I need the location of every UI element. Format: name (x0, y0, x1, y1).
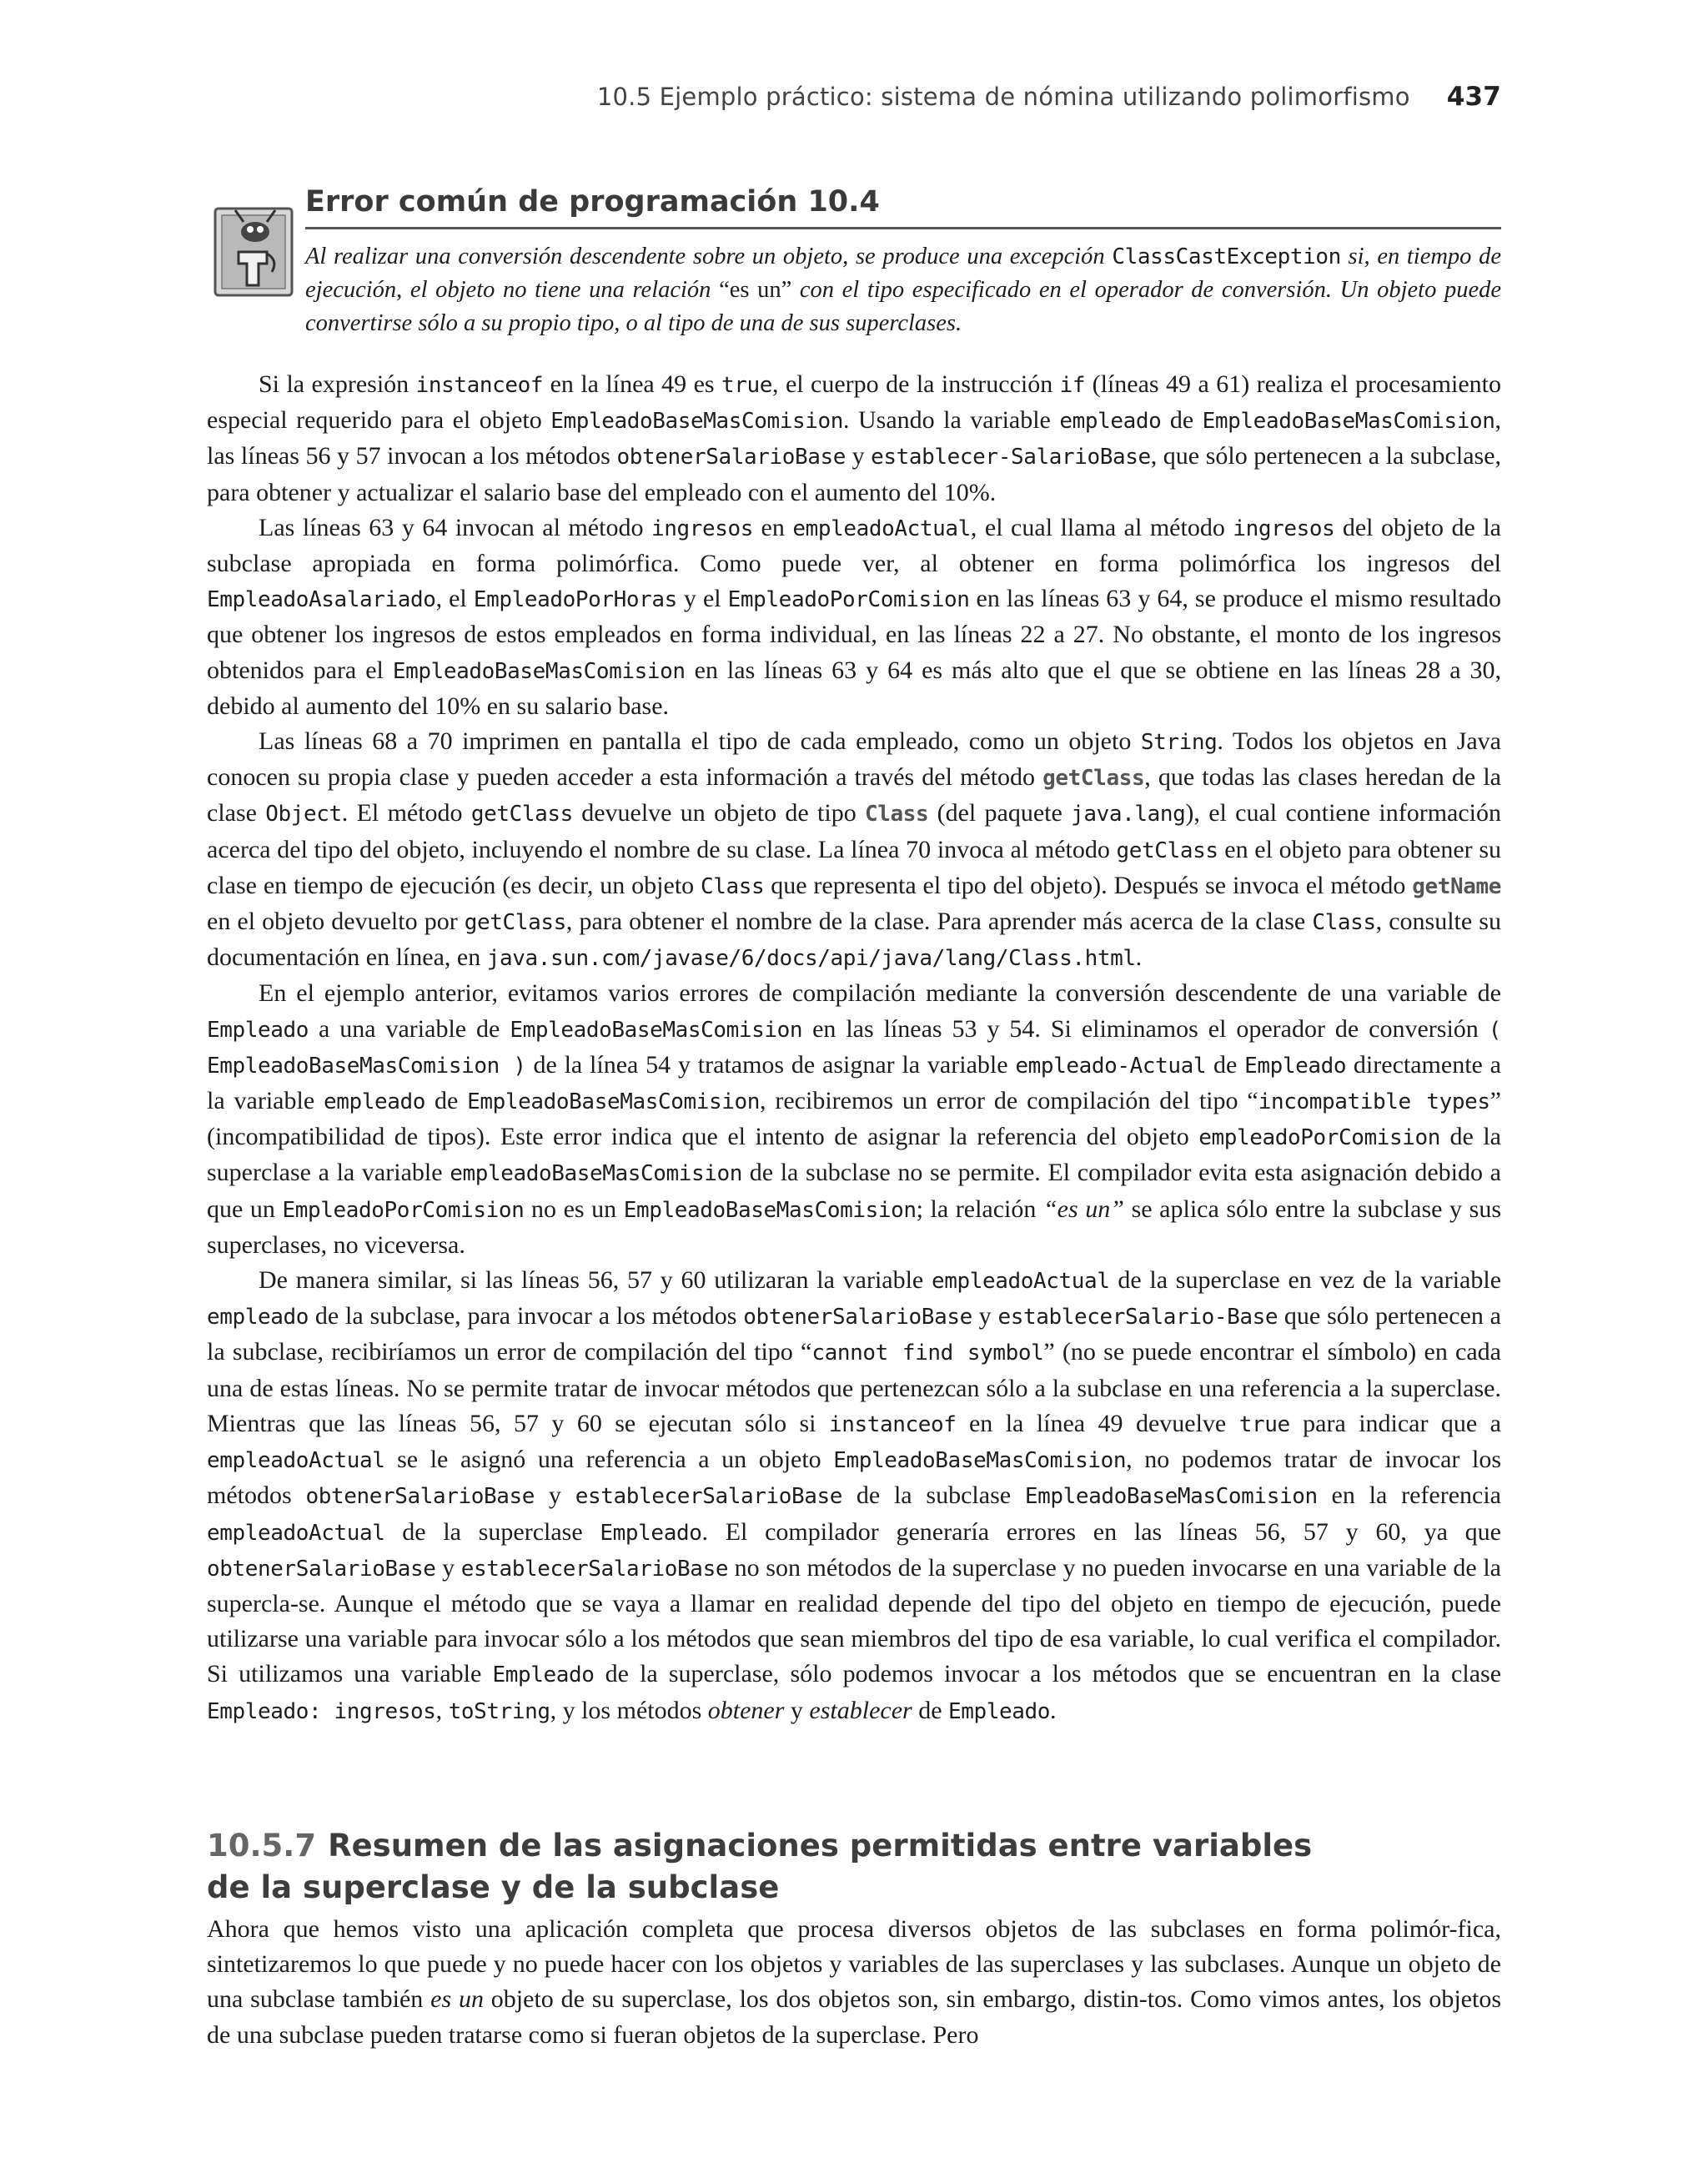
error-title: Error común de programación 10.4 (305, 185, 1501, 229)
code-term: Empleado (948, 1698, 1051, 1724)
code-term: Empleado: ingresos (207, 1698, 436, 1724)
emphasis: “es un” (1043, 1195, 1124, 1223)
paragraph: Las líneas 68 a 70 imprimen en pantalla el tipo de cada empleado, como un objeto String. Todos los objetos en Java conocen su propia clase y pueden acceder a esta información a través del método getClass, que todas las clases heredan de la clase Object. El método getClass devuelve un objeto de tipo Class (del paquete java.lang), el cual contiene información acerca del tipo del objeto, incluyendo el nombre de su clase. La línea 70 invoca al método getClass en el objeto para obtener su clase en tiempo de ejecución (es decir, un objeto Class que representa el tipo del objeto). Después se invoca el método getName en el objeto devuelto por getClass, para obtener el nombre de la clase. Para aprender más acerca de la clase Class, consulte su documentación en línea, en java.sun.com/javase/6/docs/api/java/lang/Class.html. (207, 727, 1502, 972)
code-term-bold: getClass (1042, 766, 1145, 792)
code-term: establecerSalario-Base (997, 1305, 1278, 1330)
code-term: empleadoActual (792, 516, 971, 541)
code-term: Empleado (207, 1017, 309, 1043)
section-title-line2: de la superclase y de la subclase (207, 1869, 780, 1905)
section-heading (207, 1825, 1501, 1909)
code-term: ( EmpleadoBaseMasComision ) (207, 1017, 1501, 1079)
paragraph: Las líneas 63 y 64 invocan al método ingresos en empleadoActual, el cual llama al método ingresos del objeto de la subclase apropiada en forma polimórfica. Como puede ver, al obtener en forma polimórfica los ingresos del EmpleadoAsalariado, el EmpleadoPorHoras y el EmpleadoPorComision en las líneas 63 y 64, se produce el mismo resultado que obtener los ingresos de estos empleados en forma individual, en las líneas 22 a 27. No obstante, el monto de los ingresos obtenidos para el EmpleadoBaseMasComision en las líneas 63 y 64 es más alto que el que se obtiene en las líneas 28 a 30, debido al aumento del 10% en su salario base. (207, 513, 1502, 720)
code-term: incompatible types (1258, 1089, 1490, 1115)
code-term: java.lang (1071, 802, 1186, 827)
code-term: empleado (324, 1089, 426, 1115)
code-term: empleado (207, 1305, 309, 1330)
section-number: 10.5.7 (207, 1828, 317, 1864)
code-term: establecer-SalarioBase (871, 445, 1151, 470)
code-term: ingresos (1233, 516, 1335, 541)
code-term: empleadoActual (932, 1269, 1110, 1295)
code-term: getClass (470, 802, 573, 827)
code-term: EmpleadoBaseMasComision (833, 1448, 1127, 1474)
code-term: empleadoActual (207, 1448, 385, 1474)
code-term: empleado-Actual (1015, 1053, 1207, 1079)
code-term: cannot find symbol (811, 1341, 1044, 1366)
code-term: EmpleadoBaseMasComision (1202, 409, 1495, 435)
code-term: Class (701, 873, 765, 899)
code-term: getClass (464, 910, 566, 936)
code-term: java.sun.com/javase/6/docs/api/java/lang/Class.html (486, 946, 1136, 972)
code-term: Empleado (492, 1662, 595, 1688)
code-term: EmpleadoBaseMasComision (623, 1197, 917, 1223)
code-term: ClassCastException (1112, 244, 1341, 269)
code-term: establecerSalarioBase (460, 1556, 729, 1582)
emphasis: obtener (707, 1696, 785, 1724)
code-term: EmpleadoBaseMasComision (1024, 1484, 1318, 1510)
code-term: empleadoPorComision (1198, 1125, 1441, 1151)
paragraph: De manera similar, si las líneas 56, 57 y 60 utilizaran la variable empleadoActual de la superclase en vez de la variable empleado de la subclase, para invocar a los métodos obtenerSalarioBase y establecerSalario-Base que sólo pertenecen a la subclase, recibiríamos un error de compilación del tipo “cannot find symbol” (no se puede encontrar el símbolo) en cada una de estas líneas. No se permite tratar de invocar métodos que pertenezcan sólo a la subclase en una referencia a la superclase. Mientras que las líneas 56, 57 y 60 se ejecutan sólo si instanceof en la línea 49 devuelve true para indicar que a empleadoActual se le asignó una referencia a un objeto EmpleadoBaseMasComision, no podemos tratar de invocar los métodos obtenerSalarioBase y establecerSalarioBase de la subclase EmpleadoBaseMasComision en la referencia empleadoActual de la superclase Empleado. El compilador generaría errores en las líneas 56, 57 y 60, ya que obtenerSalarioBase y establecerSalarioBase no son métodos de la superclase y no pueden invocarse en una variable de la supercla-se. Aunque el método que se vaya a llamar en realidad depende del tipo del objeto en tiempo de ejecución, puede utilizarse una variable para invocar sólo a los métodos que sean miembros del tipo de esa variable, lo cual verifica el compilador. Si utilizamos una variable Empleado de la superclase, sólo podemos invocar a los métodos que se encuentran en la clase Empleado: ingresos, toString, y los métodos obtener y establecer de Empleado. (207, 1266, 1502, 1724)
code-term-bold: Class (865, 802, 929, 827)
code-term-bold: getName (1412, 873, 1501, 899)
section-10-5-7 (207, 1825, 1501, 2053)
emphasis: establecer (809, 1696, 912, 1724)
code-term: empleadoActual (207, 1520, 385, 1546)
code-term: establecerSalarioBase (575, 1484, 843, 1510)
code-term: EmpleadoAsalariado (207, 587, 436, 613)
code-term: empleadoBaseMasComision (450, 1161, 743, 1187)
code-term: Class (1312, 910, 1376, 936)
code-term: Empleado (600, 1520, 702, 1546)
code-term: Object (265, 802, 342, 827)
running-head (597, 82, 1501, 112)
code-term: true (1238, 1411, 1290, 1437)
code-term: String (1140, 730, 1218, 756)
code-term: EmpleadoPorComision (727, 587, 970, 613)
code-term: EmpleadoBaseMasComision (510, 1017, 803, 1043)
code-term: EmpleadoPorHoras (473, 587, 677, 613)
roman-text: “es un” (719, 277, 792, 303)
code-term: toString (448, 1698, 550, 1724)
code-term: true (721, 373, 773, 398)
paragraph: En el ejemplo anterior, evitamos varios errores de compilación mediante la conversión descendente de una variable de Empleado a una variable de EmpleadoBaseMasComision en las líneas 53 y 54. Si eliminamos el operador de conversión ( EmpleadoBaseMasComision ) de la línea 54 y tratamos de asignar la variable empleado-Actual de Empleado directamente a la variable empleado de EmpleadoBaseMasComision, recibiremos un error de compilación del tipo “incompatible types” (incompatibilidad de tipos). Este error indica que el intento de asignar la referencia del objeto empleadoPorComision de la superclase a la variable empleadoBaseMasComision de la subclase no se permite. El compilador evita esta asignación debido a que un EmpleadoPorComision no es un EmpleadoBaseMasComision; la relación “es un” se aplica sólo entre la subclase y sus superclases, no viceversa. (207, 979, 1502, 1259)
section-paragraph: Ahora que hemos visto una aplicación completa que procesa diversos objetos de las subclases en forma polimór-fica, sintetizaremos lo que puede y no puede hacer con los objetos y variables de las superclases y las subclases. Aunque un objeto de una subclase también es un objeto de su superclase, los dos objetos son, sin embargo, distin-tos. Como vimos antes, los objetos de una subclase pueden tratarse como si fueran objetos de la superclase. Pero (207, 1915, 1501, 2049)
code-term: instanceof (415, 373, 544, 398)
running-head-section: 10.5 Ejemplo práctico: sistema de nómina utilizando polimorfismo (596, 83, 1410, 111)
code-term: EmpleadoBaseMasComision (467, 1089, 760, 1115)
code-term: empleado (1059, 409, 1162, 435)
body-text (207, 367, 1501, 1729)
code-term: ingresos (651, 516, 753, 541)
code-term: EmpleadoBaseMasComision (392, 658, 686, 684)
paragraph: Si la expresión instanceof en la línea 49 es true, el cuerpo de la instrucción if (líneas 49 a 61) realiza el procesamiento especial requerido para el objeto EmpleadoBaseMasComision. Usando la variable empleado de EmpleadoBaseMasComision, las líneas 56 y 57 invocan a los métodos obtenerSalarioBase y establecer-SalarioBase, que sólo pertenecen a la subclase, para obtener y actualizar el salario base del empleado con el aumento del 10%. (207, 370, 1502, 506)
code-term: EmpleadoBaseMasComision (550, 409, 844, 435)
code-term: getClass (1116, 837, 1218, 863)
code-term: obtenerSalarioBase (616, 445, 846, 470)
code-term: obtenerSalarioBase (305, 1484, 535, 1510)
bug-thumbs-down-icon (214, 204, 297, 302)
code-term: Empleado (1244, 1053, 1347, 1079)
code-term: EmpleadoPorComision (282, 1197, 525, 1223)
code-term: obtenerSalarioBase (743, 1305, 972, 1330)
section-title-line1: Resumen de las asignaciones permitidas entre variables (328, 1828, 1313, 1864)
code-term: obtenerSalarioBase (207, 1556, 436, 1582)
error-body: Al realizar una conversión descendente sobre un objeto, se produce una excepción ClassCastException si, en tiempo de ejecución, el objeto no tiene una relación “es un” con el tipo especificado en el operador de conversión. Un objeto puede convertirse sólo a su propio tipo, o al tipo de una de sus superclases. (305, 244, 1501, 336)
emphasis: es un (430, 1985, 484, 2014)
page-number: 437 (1446, 82, 1501, 112)
code-term: if (1059, 373, 1086, 398)
code-term: instanceof (828, 1411, 957, 1437)
